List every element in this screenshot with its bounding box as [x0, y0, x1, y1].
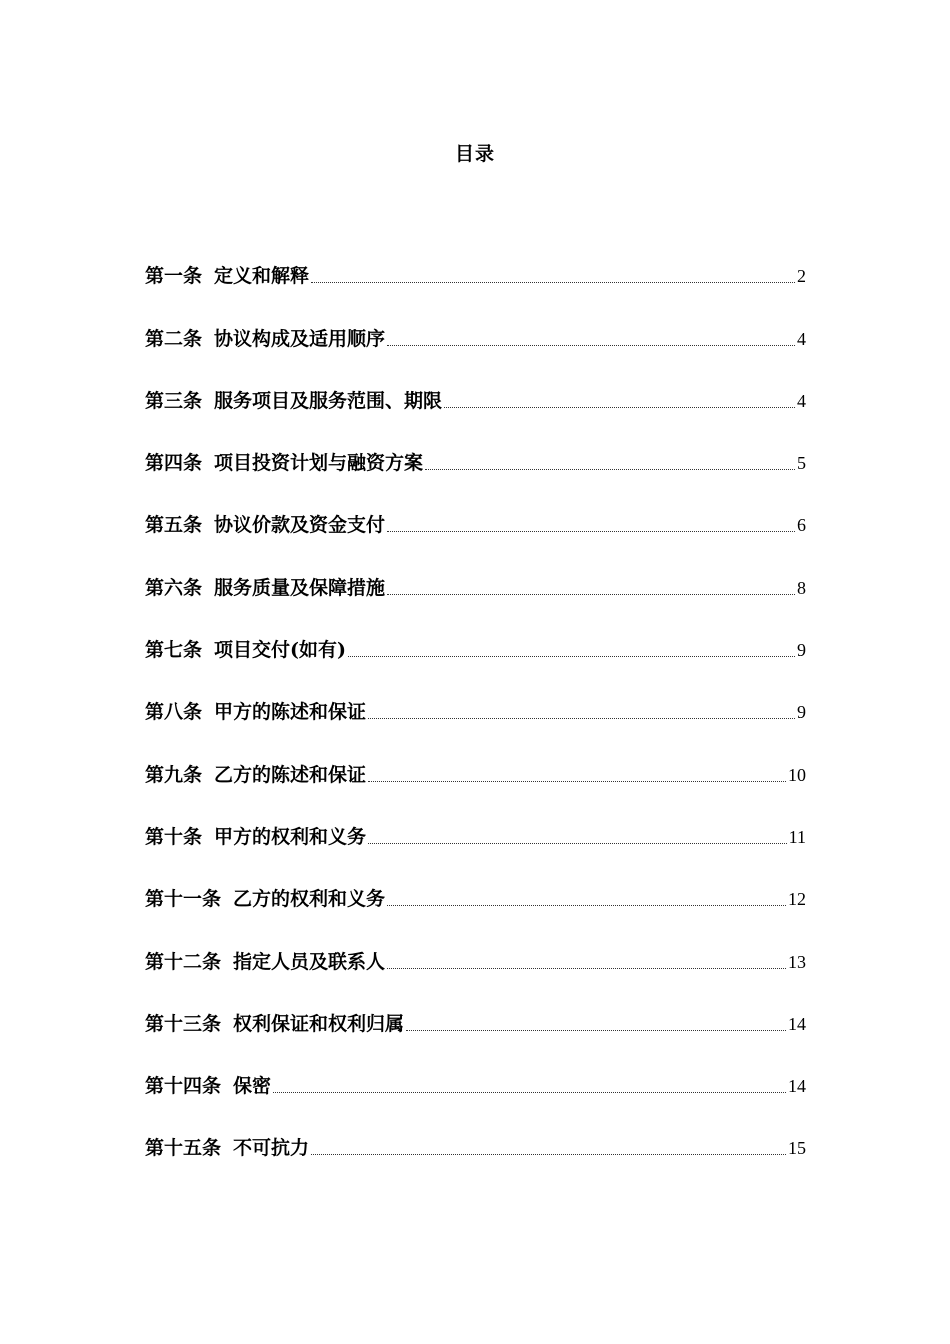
toc-entry-label	[145, 388, 442, 414]
toc-entry-number: 第十三条	[145, 1012, 222, 1035]
toc-entry[interactable]	[145, 760, 806, 822]
toc-entry-page: 6	[797, 515, 806, 536]
toc-entry[interactable]	[145, 823, 806, 885]
toc-entry-page: 8	[797, 577, 806, 598]
toc-entry-page: 11	[788, 826, 806, 847]
toc-entry-page: 10	[788, 764, 806, 785]
toc-entry[interactable]	[145, 636, 806, 698]
toc-entry-number: 第四条	[145, 452, 203, 475]
toc-entry-label	[145, 824, 366, 850]
toc-entry-label	[145, 1073, 271, 1099]
toc-entry-page: 13	[788, 951, 806, 972]
toc-list	[145, 262, 806, 1196]
dot-leader	[368, 843, 787, 844]
toc-entry-label	[145, 949, 385, 975]
toc-entry-number: 第十四条	[145, 1075, 222, 1098]
toc-entry-page: 2	[797, 266, 806, 287]
toc-entry-title: 服务项目及服务范围、期限	[214, 389, 443, 412]
toc-entry-label	[145, 762, 366, 788]
toc-entry-label	[145, 886, 385, 912]
toc-entry-title: 不可抗力	[233, 1137, 310, 1160]
toc-entry-label	[145, 1011, 404, 1037]
toc-entry-number: 第九条	[145, 763, 203, 786]
toc-entry-page: 4	[797, 328, 806, 349]
toc-entry[interactable]	[145, 698, 806, 760]
toc-entry[interactable]	[145, 511, 806, 573]
toc-entry-title: 服务质量及保障措施	[214, 576, 386, 599]
dot-leader	[368, 718, 795, 719]
dot-leader	[387, 594, 795, 595]
toc-entry[interactable]	[145, 1072, 806, 1134]
toc-entry-title: 项目交付(如有)	[214, 639, 346, 662]
toc-entry-label	[145, 326, 385, 352]
toc-entry-number: 第八条	[145, 701, 203, 724]
toc-entry-title: 乙方的陈述和保证	[214, 763, 367, 786]
toc-entry-page: 4	[797, 390, 806, 411]
toc-entry-number: 第十一条	[145, 888, 222, 911]
toc-entry-page: 14	[788, 1013, 806, 1034]
dot-leader	[273, 1092, 786, 1093]
dot-leader	[311, 1154, 786, 1155]
toc-entry[interactable]	[145, 1010, 806, 1072]
toc-entry-number: 第七条	[145, 639, 203, 662]
toc-entry-number: 第一条	[145, 265, 203, 288]
dot-leader	[387, 531, 795, 532]
toc-entry-page: 9	[797, 640, 806, 661]
toc-entry-label	[145, 637, 346, 663]
dot-leader	[387, 345, 795, 346]
toc-entry-page: 12	[788, 889, 806, 910]
dot-leader	[348, 656, 795, 657]
dot-leader	[368, 781, 786, 782]
toc-title: 目录	[454, 143, 495, 165]
dot-leader	[406, 1030, 786, 1031]
toc-entry-number: 第十五条	[145, 1137, 222, 1160]
toc-entry-title: 权利保证和权利归属	[233, 1012, 405, 1035]
toc-entry-label	[145, 699, 366, 725]
toc-entry-title: 协议构成及适用顺序	[214, 327, 386, 350]
toc-entry-number: 第十条	[145, 825, 203, 848]
toc-entry-number: 第二条	[145, 327, 203, 350]
toc-entry-number: 第十二条	[145, 950, 222, 973]
dot-leader	[444, 407, 795, 408]
toc-entry-title: 指定人员及联系人	[233, 950, 386, 973]
toc-entry-label	[145, 450, 423, 476]
toc-entry[interactable]	[145, 449, 806, 511]
dot-leader	[425, 469, 795, 470]
toc-entry[interactable]	[145, 885, 806, 947]
toc-entry[interactable]	[145, 947, 806, 1009]
dot-leader	[387, 968, 786, 969]
toc-entry[interactable]	[145, 573, 806, 635]
toc-entry-label	[145, 575, 385, 601]
toc-entry-label	[145, 512, 385, 538]
dot-leader	[387, 905, 786, 906]
toc-entry[interactable]	[145, 262, 806, 324]
toc-entry-number: 第五条	[145, 514, 203, 537]
toc-entry-page: 14	[788, 1076, 806, 1097]
toc-entry-page: 9	[797, 702, 806, 723]
toc-entry-label	[145, 263, 309, 289]
toc-entry-title: 保密	[233, 1075, 272, 1098]
dot-leader	[311, 282, 795, 283]
toc-entry-number: 第三条	[145, 389, 203, 412]
toc-entry[interactable]	[145, 1134, 806, 1196]
toc-entry-title: 乙方的权利和义务	[233, 888, 386, 911]
toc-entry-page: 15	[788, 1138, 806, 1159]
toc-entry-title: 甲方的权利和义务	[214, 825, 367, 848]
toc-entry[interactable]	[145, 324, 806, 386]
toc-entry-title: 项目投资计划与融资方案	[214, 452, 424, 475]
toc-entry-title: 甲方的陈述和保证	[214, 701, 367, 724]
toc-entry[interactable]	[145, 387, 806, 449]
toc-entry-number: 第六条	[145, 576, 203, 599]
toc-entry-title: 协议价款及资金支付	[214, 514, 386, 537]
toc-entry-title: 定义和解释	[214, 265, 310, 288]
toc-entry-page: 5	[797, 453, 806, 474]
toc-entry-label	[145, 1135, 309, 1161]
